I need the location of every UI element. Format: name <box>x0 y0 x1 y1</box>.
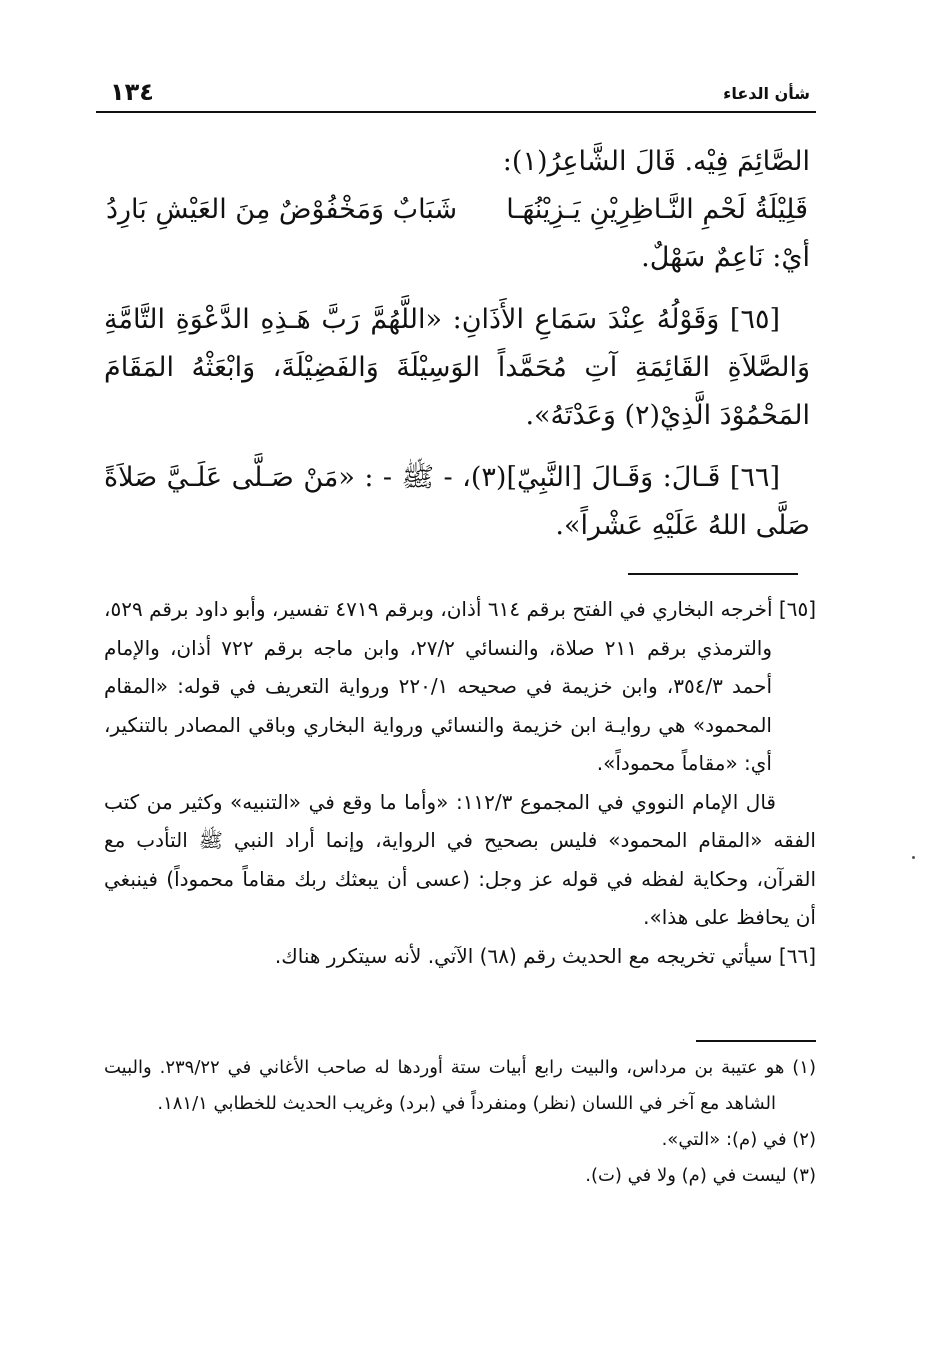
running-title: شأن الدعاء <box>723 84 810 103</box>
footnote-3: (٣) ليست في (م) ولا في (ت). <box>585 1165 816 1186</box>
poetry-verse <box>104 186 810 234</box>
commentary-notes <box>104 590 816 975</box>
footnote-separator <box>696 1040 816 1042</box>
hadith-65: [٦٥] وَقَوْلُهُ عِنْدَ سَمَاعِ الأَذَانِ: «اللَّهُمَّ رَبَّ هَـذِهِ الدَّعْوَةِ التَّامَّةِ وَالصَّلاَةِ القَائِمَةِ آتِ مُحَمَّداً الوَسِيْلَةَ وَالفَضِيْلَةَ، وَابْعَثْهُ المَقَامَ المَحْمُوْدَ الَّذِيْ(٢) وَعَدْتَهُ». <box>104 304 810 431</box>
verse-second-hemistich: شَبَابٌ وَمَخْفُوْضٌ مِنَ العَيْشِ بَارِدُ <box>106 194 458 225</box>
intro-line: الصَّائِمَ فِيْه. قَالَ الشَّاعِرُ(١): <box>502 146 810 177</box>
page-header <box>96 74 816 114</box>
header-rule <box>96 111 816 113</box>
footnote-2: (٢) في (م): «التي». <box>661 1129 816 1150</box>
main-notes-separator <box>628 573 798 575</box>
verse-gloss: أيْ: نَاعِمٌ سَهْلٌ. <box>641 242 810 273</box>
page-number: ١٣٤ <box>110 78 154 106</box>
verse-first-hemistich: قَلِيْلَةُ لَحْمِ النَّـاظِرِيْنِ يَـزِيْنُهَـا <box>506 194 808 225</box>
footnote-1: (١) هو عتيبة بن مرداس، والبيت رابع أبيات ستة أوردها له صاحب الأغاني في ٢٣٩/٢٢. والبيت الشاهد مع آخر في اللسان (نظر) ومنفرداً في (برد) وغريب الحديث للخطابي ١٨١/١. <box>104 1057 816 1114</box>
scan-speck <box>912 856 915 859</box>
note-66: [٦٦] سيأتي تخريجه مع الحديث رقم (٦٨) الآتي. لأنه سيتكرر هناك. <box>274 943 816 968</box>
note-65: [٦٥] أخرجه البخاري في الفتح برقم ٦١٤ أذان، وبرقم ٤٧١٩ تفسير، وأبو داود برقم ٥٢٩، والترمذي برقم ٢١١ صلاة، والنسائي ٢٧/٢، وابن ماجه برقم ٧٢٢ أذان، والإمام أحمد ٣٥٤/٣، وابن خزيمة في صحيحه ٢٢٠/١ ورواية التعريف في قوله: «المقام المحمود» هي روايـة ابن خزيمة والنسائي ورواية البخاري وباقي المصادر بالتنكير، أي: «مقاماً محموداً». <box>104 597 817 775</box>
hadith-66: [٦٦] قَـالَ: وَقَـالَ [النَّبِيّ](٣)، - ﷺ - : «مَنْ صَـلَّى عَلَـيَّ صَلاَةً صَلَّى اللهُ عَلَيْهِ عَشْراً». <box>104 462 810 541</box>
main-text <box>104 138 810 550</box>
footnotes <box>104 1050 816 1194</box>
note-nawawi: قال الإمام النووي في المجموع ١١٢/٣: «وأما ما وقع في «التنبيه» وكثير من كتب الفقه «المقام المحمود» فليس بصحيح في الرواية، وإنما أراد النبي ﷺ التأدب مع القرآن، وحكاية لفظه في قوله عز وجل: (عسى أن يبعثك ربك مقاماً محموداً) فينبغي أن يحافظ على هذا». <box>104 789 816 929</box>
